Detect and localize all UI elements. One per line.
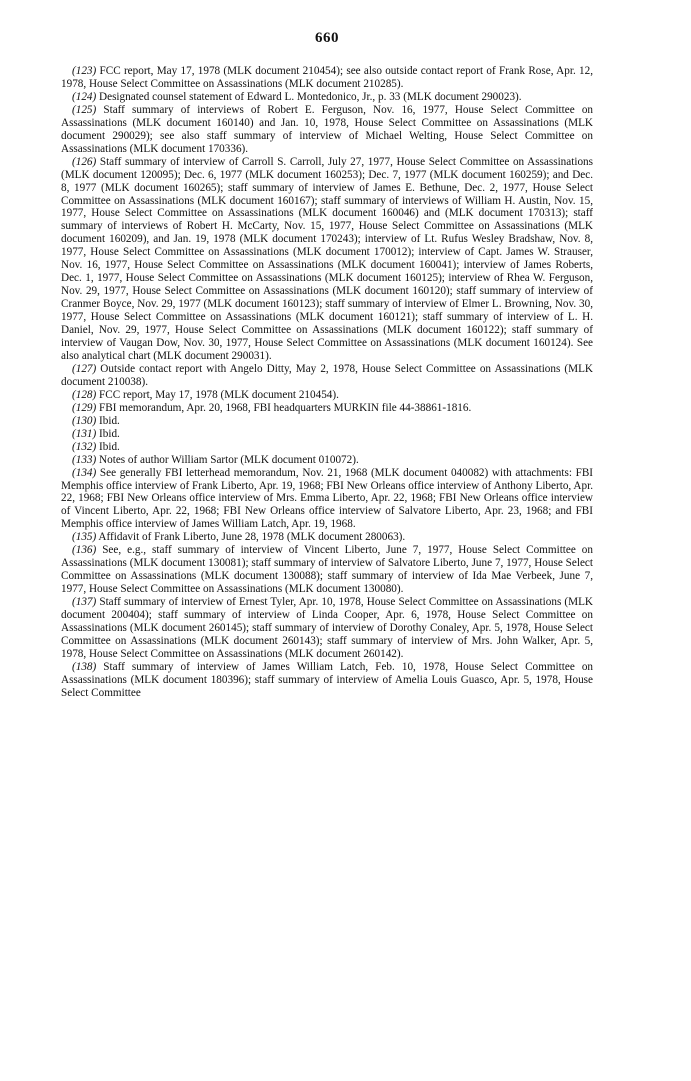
endnote-number: (129) bbox=[72, 401, 97, 414]
endnote bbox=[61, 544, 593, 596]
endnote bbox=[61, 441, 593, 454]
endnote bbox=[61, 156, 593, 363]
endnote-number: (125) bbox=[72, 103, 97, 116]
endnote bbox=[61, 389, 593, 402]
endnote bbox=[61, 415, 593, 428]
endnote-number: (137) bbox=[72, 596, 97, 609]
endnote-number: (138) bbox=[72, 660, 97, 673]
endnote-text: Notes of author William Sartor (MLK document 010072). bbox=[99, 453, 359, 466]
endnote bbox=[61, 363, 593, 389]
endnote-number: (134) bbox=[72, 466, 97, 479]
endnote-number: (124) bbox=[72, 90, 97, 103]
endnote bbox=[61, 467, 593, 532]
endnotes-list bbox=[61, 65, 593, 700]
endnote-number: (135) bbox=[72, 531, 97, 544]
endnote bbox=[61, 454, 593, 467]
endnote-text: See generally FBI letterhead memorandum, Nov. 21, 1968 (MLK document 040082) with attachments: FBI Memphis office interview of Frank Liberto, Apr. 19, 1968; FBI New Orleans office interview of Anthony Liberto, Apr. 22, 1968; FBI New Orleans office interview of Mrs. Emma Liberto, Apr. 22, 1968; FBI New Orleans office interview of Vincent Liberto, Apr. 22, 1968; FBI New Orleans office interview of Salvatore Liberto, Apr. 23, 1968; and FBI Memphis office interview of James William Latch, Apr. 19, 1968. bbox=[61, 466, 594, 531]
endnote-text: Ibid. bbox=[99, 427, 120, 440]
endnote-text: Designated counsel statement of Edward L. Montedonico, Jr., p. 33 (MLK document 290023). bbox=[99, 90, 522, 103]
endnote bbox=[61, 104, 593, 156]
endnote-text: FCC report, May 17, 1978 (MLK document 210454); see also outside contact report of Frank Rose, Apr. 12, 1978, House Select Committee on Assassinations (MLK document 210285). bbox=[61, 65, 593, 90]
endnote bbox=[61, 65, 593, 91]
endnote-number: (133) bbox=[72, 453, 97, 466]
endnote bbox=[61, 531, 593, 544]
endnote-text: Outside contact report with Angelo Ditty, May 2, 1978, House Select Committee on Assassinations (MLK document 210038). bbox=[61, 362, 593, 388]
endnote-text: Staff summary of interview of Ernest Tyler, Apr. 10, 1978, House Select Committee on Assassinations (MLK document 200404); staff summary of interview of Linda Cooper, Apr. 6, 1978, House Select Committee on Assassinations (MLK document 260145); staff summary of interview of Dorothy Conaley, Apr. 5, 1978, House Select Committee on Assassinations (MLK document 260143); staff summary of interview of Mrs. John Walker, Apr. 5, 1978, House Select Committee on Assassinations (MLK document 260142). bbox=[61, 596, 593, 660]
endnote-number: (131) bbox=[72, 427, 97, 440]
endnote bbox=[61, 91, 593, 104]
endnote-number: (132) bbox=[72, 440, 97, 453]
page-number: 660 bbox=[315, 30, 339, 46]
endnote-number: (130) bbox=[72, 414, 97, 427]
endnote-text: Ibid. bbox=[99, 414, 120, 427]
endnote-text: FCC report, May 17, 1978 (MLK document 210454). bbox=[99, 388, 339, 401]
endnote bbox=[61, 596, 593, 661]
document-page bbox=[61, 30, 593, 700]
endnote-number: (123) bbox=[72, 65, 97, 77]
endnote-number: (136) bbox=[72, 544, 97, 557]
endnote-text: Staff summary of interview of Carroll S. Carroll, July 27, 1977, House Select Committee on Assassinations (MLK document 120095); Dec. 6, 1977 (MLK document 160253); Dec. 7, 1977 (MLK document 160259); and Dec. 8, 1977 (MLK document 160265); staff summary of interview of James E. Bethune, Dec. 2, 1977, House Select Committee on Assassinations (MLK document 160167); staff summary of interviews of William H. Austin, Nov. 15, 1977, House Select Committee on Assassinations (MLK document 160046) and (MLK document 170313); staff summary of interviews of Robert H. McCarty, Nov. 15, 1977, House Select Committee on Assassinations (MLK document 160209), and Jan. 19, 1978 (MLK document 170243); interview of Lt. Rufus Wesley Bradshaw, Nov. 8, 1977, House Select Committee on Assassinations (MLK document 170012); interview of Capt. James W. Strauser, Nov. 16, 1977, House Select Committee on Assassinations (MLK document 160041); interview of James Roberts, Dec. 1, 1977, House Select Committee on Assassinations (MLK document 160125); interview of Rhea W. Ferguson, Nov. 29, 1977, House Select Committee on Assassinations (MLK document 160120); staff summary of interview of Cranmer Boyce, Nov. 29, 1977 (MLK document 160123); staff summary of interview of Elmer L. Browning, Nov. 30, 1977, House Select Committee on Assassinations (MLK document 160121); staff summary of interview of L. H. Daniel, Nov. 29, 1977, House Select Committee on Assassinations (MLK document 160122); staff summary of interview of Vaugan Dow, Nov. 30, 1977, House Select Committee on Assassinations (MLK document 160124). See also analytical chart (MLK document 290031). bbox=[61, 155, 593, 362]
endnote-number: (126) bbox=[72, 155, 97, 168]
endnote-number: (128) bbox=[72, 388, 97, 401]
endnote-text: Staff summary of interview of James William Latch, Feb. 10, 1978, House Select Committee on Assassinations (MLK document 180396); staff summary of interview of Amelia Louis Guasco, Apr. 5, 1978, House Select Committee bbox=[61, 660, 594, 699]
endnote bbox=[61, 661, 593, 700]
endnote bbox=[61, 428, 593, 441]
endnote bbox=[61, 402, 593, 415]
endnote-number: (127) bbox=[72, 362, 97, 375]
endnote-text: Ibid. bbox=[99, 440, 120, 453]
endnote-text: See, e.g., staff summary of interview of Vincent Liberto, June 7, 1977, House Select Committee on Assassinations (MLK document 130081); staff summary of interview of Salvatore Liberto, June 7, 1977, House Select Committee on Assassinations (MLK document 130088); staff summary of interview of Ida Mae Verbeek, June 7, 1977, House Select Committee on Assassinations (MLK document 130080). bbox=[61, 544, 593, 596]
endnote-text: FBI memorandum, Apr. 20, 1968, FBI headquarters MURKIN file 44-38861-1816. bbox=[99, 401, 472, 414]
endnote-text: Affidavit of Frank Liberto, June 28, 1978 (MLK document 280063). bbox=[98, 531, 406, 544]
endnote-text: Staff summary of interviews of Robert E. Ferguson, Nov. 16, 1977, House Select Committee on Assassinations (MLK document 160140) and Jan. 10, 1978, House Select Committee on Assassinations (MLK document 290029); see also staff summary of interview of Michael Welting, House Select Committee on Assassinations (MLK document 170336). bbox=[61, 103, 594, 155]
